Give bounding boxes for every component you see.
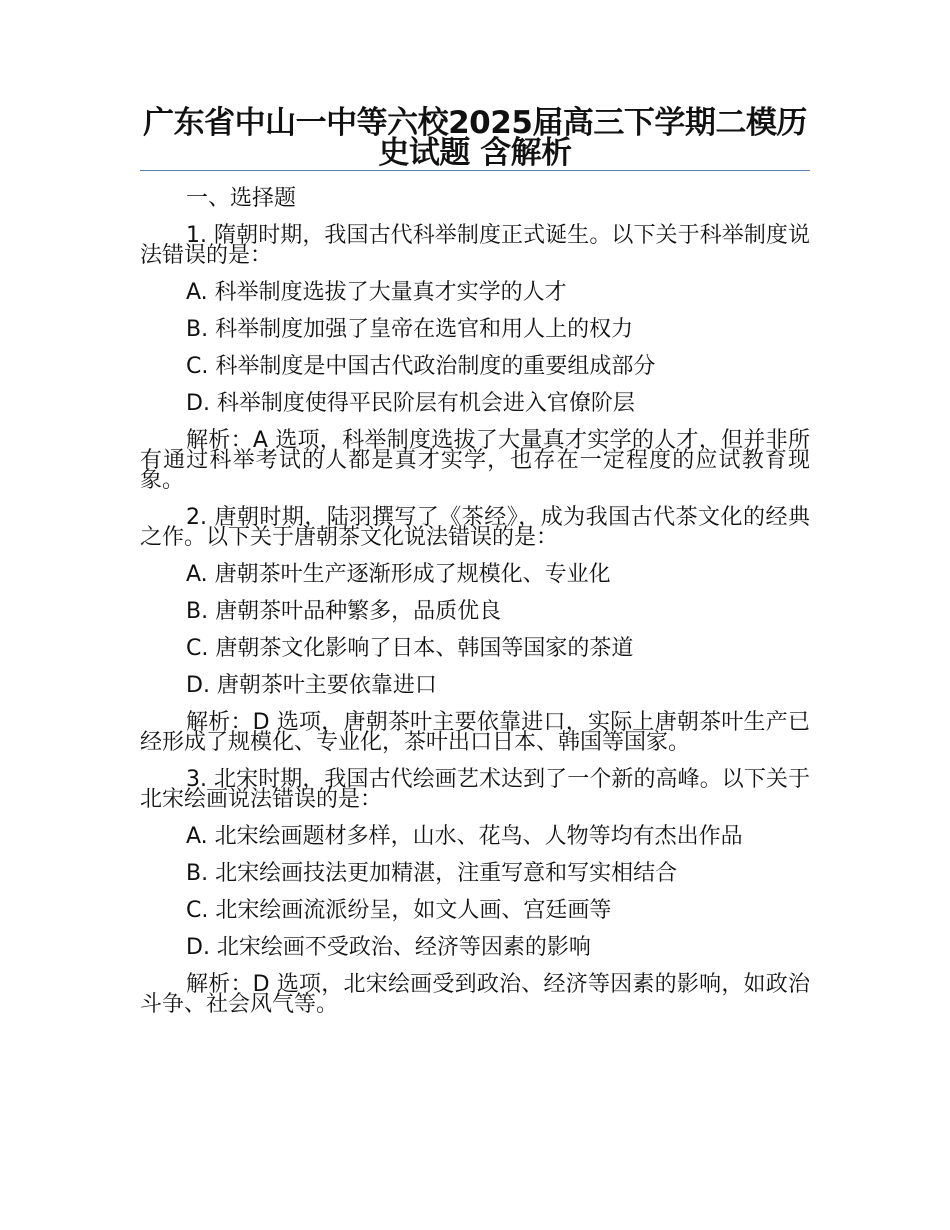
document-page	[140, 100, 810, 1032]
question-analysis: 解析：A 选项，科举制度选拔了大量真才实学的人才，但并非所有通过科举考试的人都是真才实学，也存在一定程度的应试教育现象。	[140, 428, 810, 493]
option-a: A. 科举制度选拔了大量真才实学的人才	[186, 280, 567, 305]
question-3	[140, 767, 810, 1017]
question-stem: 3. 北宋时期，我国古代绘画艺术达到了一个新的高峰。以下关于北宋绘画说法错误的是：	[140, 767, 810, 812]
option-c: C. 北宋绘画流派纷呈，如文人画、宫廷画等	[186, 898, 612, 923]
question-analysis: 解析：D 选项，北宋绘画受到政治、经济等因素的影响，如政治斗争、社会风气等。	[140, 972, 810, 1017]
question-1	[140, 223, 810, 493]
document-title: 广东省中山一中等六校2025届高三下学期二模历史试题 含解析	[143, 105, 807, 171]
option-b: B. 北宋绘画技法更加精湛，注重写意和写实相结合	[186, 861, 678, 886]
option-b: B. 唐朝茶叶品种繁多，品质优良	[186, 599, 502, 624]
option-d: D. 唐朝茶叶主要依靠进口	[186, 673, 437, 698]
option-d: D. 北宋绘画不受政治、经济等因素的影响	[186, 935, 591, 960]
option-b: B. 科举制度加强了皇帝在选官和用人上的权力	[186, 317, 634, 342]
question-stem: 2. 唐朝时期，陆羽撰写了《茶经》，成为我国古代茶文化的经典之作。以下关于唐朝茶文化说法错误的是：	[140, 505, 810, 550]
section-heading: 一、选择题	[186, 186, 297, 211]
question-stem: 1. 隋朝时期，我国古代科举制度正式诞生。以下关于科举制度说法错误的是：	[140, 223, 810, 268]
question-2	[140, 505, 810, 755]
option-d: D. 科举制度使得平民阶层有机会进入官僚阶层	[186, 391, 635, 416]
option-a: A. 唐朝茶叶生产逐渐形成了规模化、专业化	[186, 562, 611, 587]
option-c: C. 科举制度是中国古代政治制度的重要组成部分	[186, 354, 656, 379]
question-analysis: 解析：D 选项，唐朝茶叶主要依靠进口，实际上唐朝茶叶生产已经形成了规模化、专业化，茶叶出口日本、韩国等国家。	[140, 710, 810, 755]
option-c: C. 唐朝茶文化影响了日本、韩国等国家的茶道	[186, 636, 634, 661]
option-a: A. 北宋绘画题材多样，山水、花鸟、人物等均有杰出作品	[186, 824, 743, 849]
